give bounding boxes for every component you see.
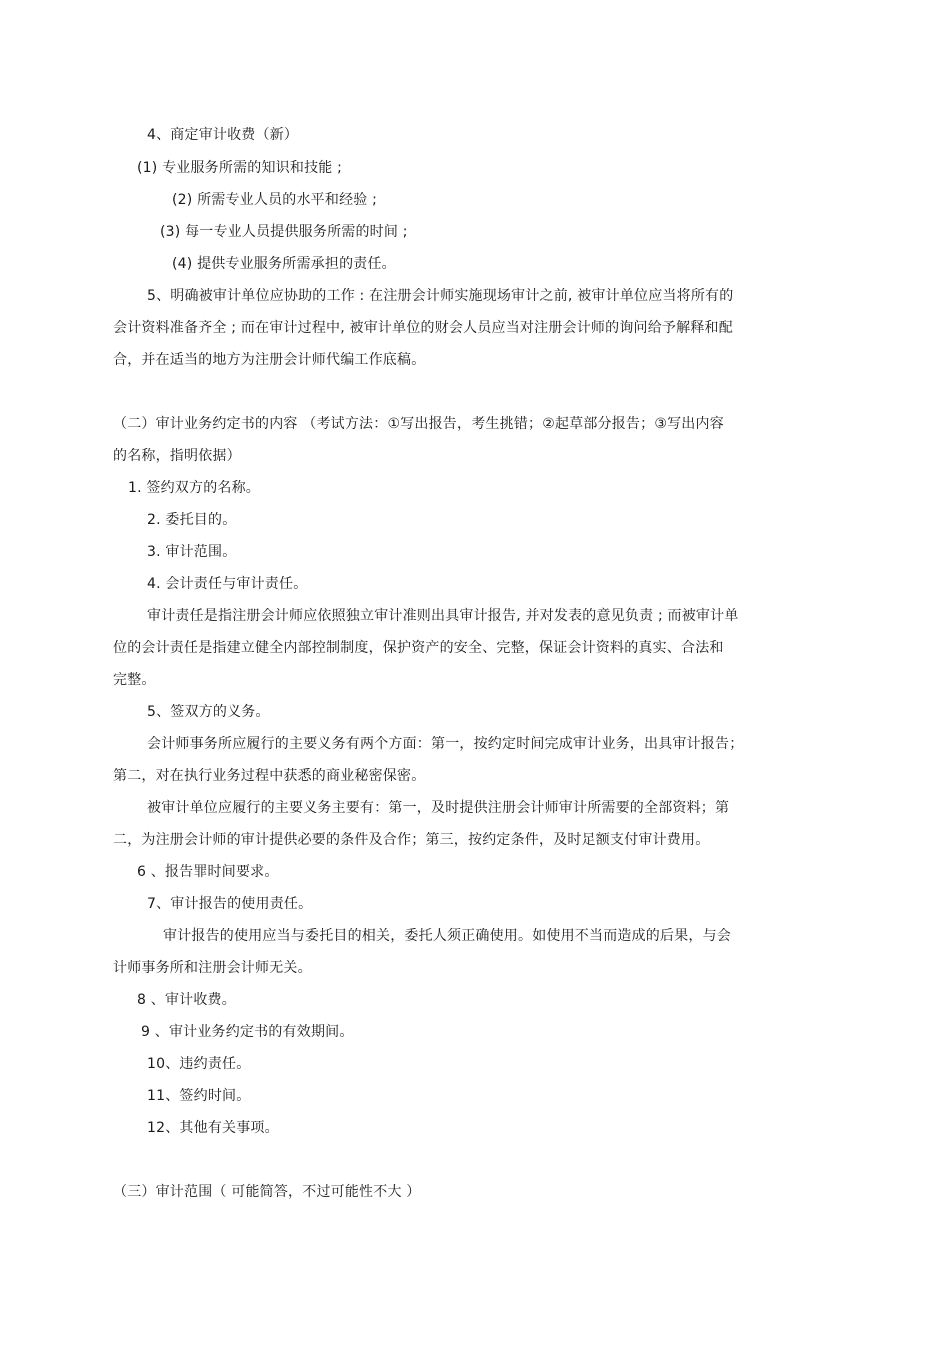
paragraph-line: 被审计单位应履行的主要义务主要有：第一，及时提供注册会计师审计所需要的全部资料；第 (147, 800, 730, 816)
section-heading-contract-content: （二）审计业务约定书的内容 （考试方法：①写出报告，考生挑错；②起草部分报告；③写出内容 (113, 416, 724, 432)
list-item: 3. 审计范围。 (147, 544, 237, 560)
paragraph-line: 第二，对在执行业务过程中获悉的商业秘密保密。 (113, 768, 426, 784)
paragraph-line: 的名称，指明依据） (113, 448, 241, 464)
list-item: 6 、报告罪时间要求。 (137, 864, 279, 880)
paragraph-line: 位的会计责任是指建立健全内部控制制度，保护资产的安全、完整，保证会计资料的真实、合法和 (113, 640, 724, 656)
paragraph-line: 完整。 (113, 672, 156, 688)
section-heading-fee: 4、商定审计收费（新） (147, 127, 299, 143)
list-item: (2) 所需专业人员的水平和经验 ; (172, 192, 378, 208)
list-item: 11、签约时间。 (147, 1088, 251, 1104)
paragraph-line: 会计资料准备齐全 ; 而在审计过程中, 被审计单位的财会人员应当对注册会计师的询问给予解释和配 (113, 320, 733, 336)
list-item: 5、签双方的义务。 (147, 704, 270, 720)
list-item: 1. 签约双方的名称。 (128, 480, 261, 496)
list-item: (4) 提供专业服务所需承担的责任。 (172, 256, 396, 272)
section-heading-audit-scope: （三）审计范围（ 可能简答，不过可能性不大 ） (113, 1184, 421, 1200)
paragraph-line: 审计责任是指注册会计师应依照独立审计准则出具审计报告, 并对发表的意见负责 ; 而被审计单 (147, 608, 739, 624)
paragraph-line: 审计报告的使用应当与委托目的相关，委托人须正确使用。如使用不当而造成的后果，与会 (163, 928, 731, 944)
list-item: 2. 委托目的。 (147, 512, 237, 528)
list-item: (1) 专业服务所需的知识和技能 ; (137, 160, 343, 176)
list-item: 4. 会计责任与审计责任。 (147, 576, 308, 592)
paragraph-line: 合，并在适当的地方为注册会计师代编工作底稿。 (113, 352, 426, 368)
paragraph-line: 5、明确被审计单位应协助的工作 : 在注册会计师实施现场审计之前, 被审计单位应当将所有的 (147, 288, 734, 304)
list-item: 12、其他有关事项。 (147, 1120, 279, 1136)
list-item: 9 、审计业务约定书的有效期间。 (141, 1024, 354, 1040)
list-item: 10、违约责任。 (147, 1056, 251, 1072)
list-item: (3) 每一专业人员提供服务所需的时间 ; (160, 224, 408, 240)
paragraph-line: 会计师事务所应履行的主要义务有两个方面：第一，按约定时间完成审计业务，出具审计报告； (147, 736, 744, 752)
paragraph-line: 计师事务所和注册会计师无关。 (113, 960, 312, 976)
list-item: 8 、审计收费。 (137, 992, 236, 1008)
list-item: 7、审计报告的使用责任。 (147, 896, 313, 912)
paragraph-line: 二，为注册会计师的审计提供必要的条件及合作；第三，按约定条件，及时足额支付审计费用。 (113, 832, 710, 848)
